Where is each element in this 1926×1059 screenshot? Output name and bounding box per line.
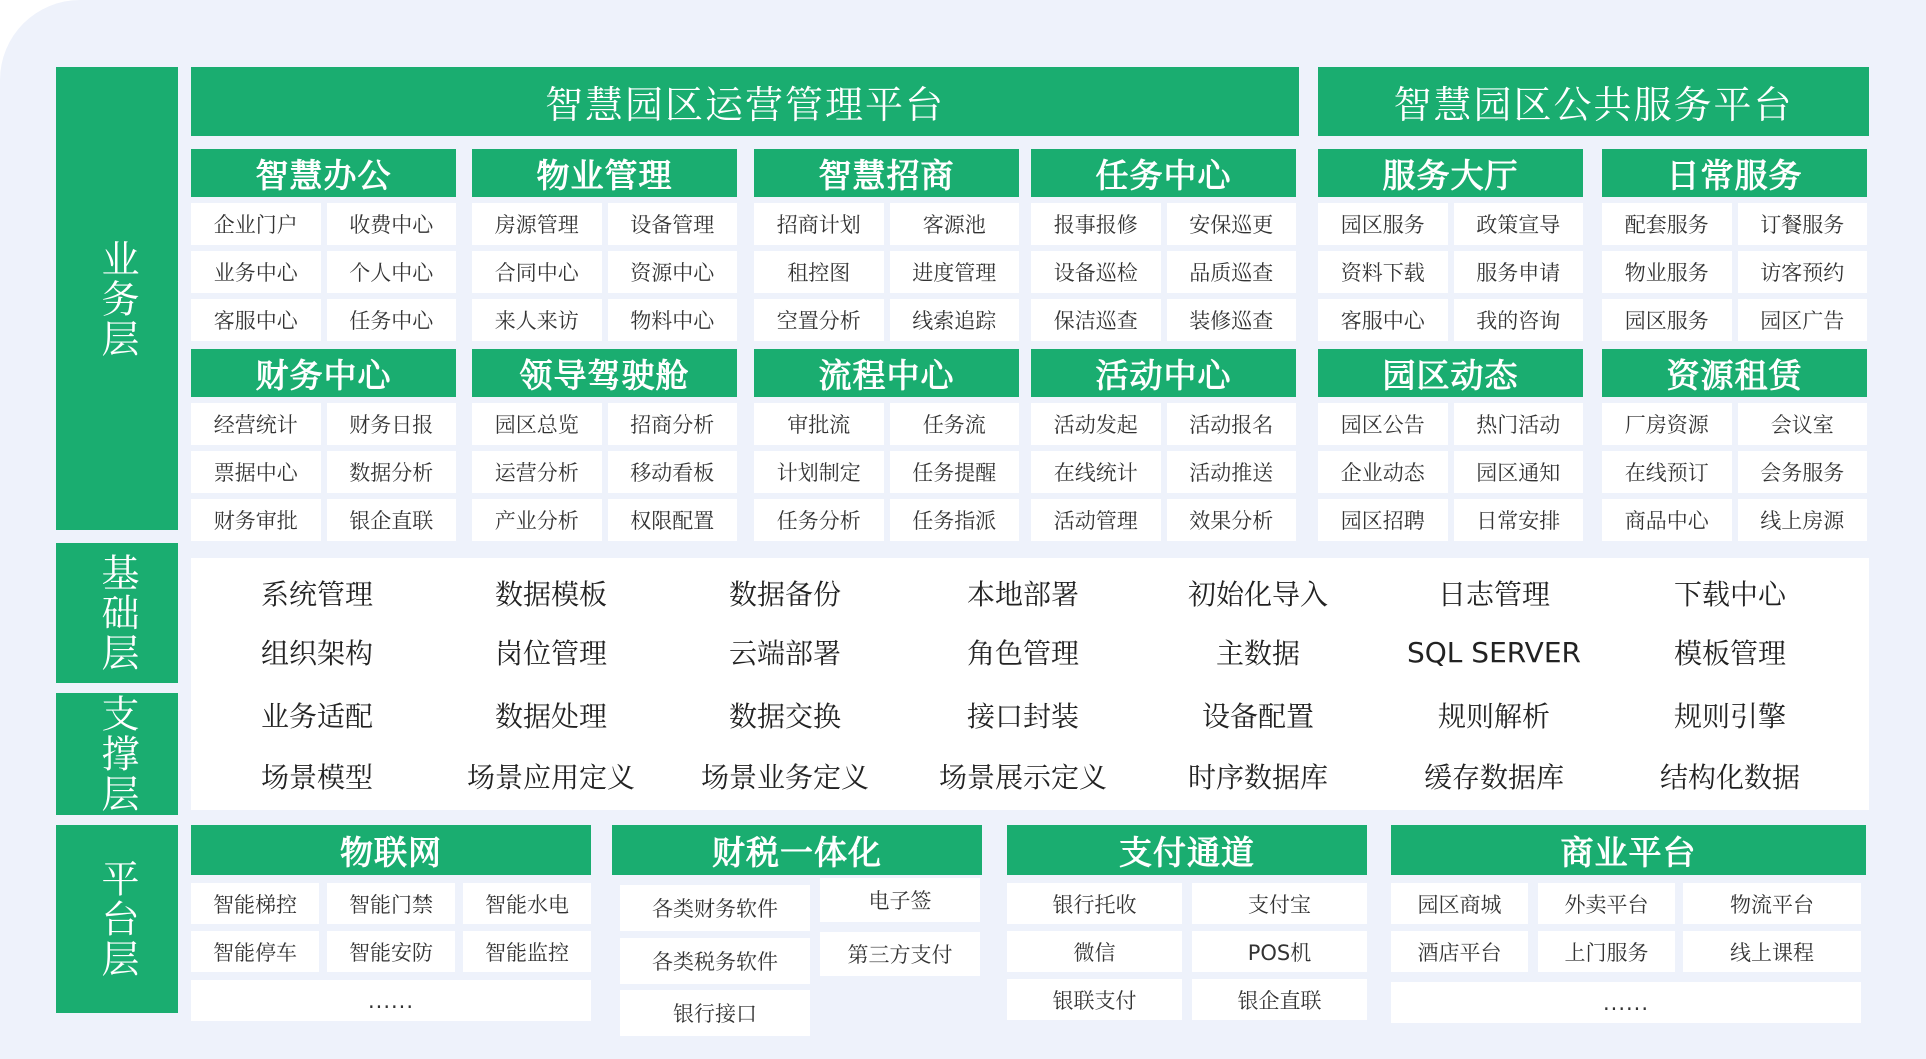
module-item[interactable]: 经营统计 xyxy=(191,403,321,445)
module-item[interactable]: 我的咨询 xyxy=(1454,299,1584,341)
foundation-item[interactable]: 时序数据库 xyxy=(1187,761,1328,794)
module-item[interactable]: 进度管理 xyxy=(890,251,1020,293)
banner-operations-platform: 智慧园区运营管理平台 xyxy=(191,67,1299,136)
platform-item[interactable]: 酒店平台 xyxy=(1391,931,1528,972)
module-item[interactable]: 任务中心 xyxy=(327,299,457,341)
module-item[interactable]: 设备管理 xyxy=(608,203,738,245)
module-title: 活动中心 xyxy=(1031,349,1296,397)
module-item[interactable]: 物料中心 xyxy=(608,299,738,341)
platform-item[interactable]: 电子签 xyxy=(820,878,980,922)
module-item[interactable]: 园区公告 xyxy=(1318,403,1448,445)
module-item[interactable]: 个人中心 xyxy=(327,251,457,293)
module-item[interactable]: 计划制定 xyxy=(754,451,884,493)
module-item[interactable]: 客源池 xyxy=(890,203,1020,245)
more-ellipsis: ...... xyxy=(1391,982,1861,1023)
module-item[interactable]: 订餐服务 xyxy=(1738,203,1868,245)
module-item[interactable]: 报事报修 xyxy=(1031,203,1161,245)
platform-item[interactable]: 各类财务软件 xyxy=(620,885,810,931)
foundation-item[interactable]: 场景应用定义 xyxy=(466,761,635,794)
module-item[interactable]: 在线统计 xyxy=(1031,451,1161,493)
module-item[interactable]: 移动看板 xyxy=(608,451,738,493)
platform-item[interactable]: 智能监控 xyxy=(463,931,591,972)
foundation-item[interactable]: 数据交换 xyxy=(728,700,841,733)
platform-title-iot: 物联网 xyxy=(191,825,591,875)
platform-item[interactable]: 线上课程 xyxy=(1683,931,1861,972)
module-item[interactable]: 资源中心 xyxy=(608,251,738,293)
module-item[interactable]: 财务审批 xyxy=(191,499,321,541)
platform-item[interactable]: 银联支付 xyxy=(1007,979,1182,1020)
module-item[interactable]: 任务提醒 xyxy=(890,451,1020,493)
module-item[interactable]: 活动报名 xyxy=(1167,403,1297,445)
module-item[interactable]: 园区服务 xyxy=(1602,299,1732,341)
module-item[interactable]: 审批流 xyxy=(754,403,884,445)
module-item[interactable]: 物业服务 xyxy=(1602,251,1732,293)
layer-label-platform: 平台层 xyxy=(56,825,178,1013)
platform-item[interactable]: 园区商城 xyxy=(1391,883,1528,924)
module-item[interactable]: 来人来访 xyxy=(472,299,602,341)
foundation-item[interactable]: 下载中心 xyxy=(1673,578,1786,611)
module-item[interactable]: 产业分析 xyxy=(472,499,602,541)
platform-title-pay: 支付通道 xyxy=(1007,825,1367,875)
module-item[interactable]: 装修巡查 xyxy=(1167,299,1297,341)
module-item[interactable]: 企业门户 xyxy=(191,203,321,245)
module-item[interactable]: 租控图 xyxy=(754,251,884,293)
module-item[interactable]: 线上房源 xyxy=(1738,499,1868,541)
module-item[interactable]: 空置分析 xyxy=(754,299,884,341)
module-item[interactable]: 收费中心 xyxy=(327,203,457,245)
foundation-item[interactable]: 模板管理 xyxy=(1673,637,1786,670)
foundation-item[interactable]: 数据备份 xyxy=(728,578,841,611)
module-title: 领导驾驶舱 xyxy=(472,349,737,397)
module-item[interactable]: 招商计划 xyxy=(754,203,884,245)
module-item[interactable]: 效果分析 xyxy=(1167,499,1297,541)
module-item[interactable]: 活动推送 xyxy=(1167,451,1297,493)
foundation-item[interactable]: 角色管理 xyxy=(966,637,1079,670)
foundation-item[interactable]: SQL SERVER xyxy=(1406,635,1581,669)
module-item[interactable]: 政策宣导 xyxy=(1454,203,1584,245)
module-item[interactable]: 会务服务 xyxy=(1738,451,1868,493)
module-item[interactable]: 任务流 xyxy=(890,403,1020,445)
foundation-item[interactable]: 数据模板 xyxy=(494,578,607,611)
module-item[interactable]: 数据分析 xyxy=(327,451,457,493)
module-item[interactable]: 线索追踪 xyxy=(890,299,1020,341)
platform-item[interactable]: 银行接口 xyxy=(620,990,810,1036)
module-item[interactable]: 商品中心 xyxy=(1602,499,1732,541)
module-title: 智慧办公 xyxy=(191,149,456,197)
module-item[interactable]: 活动发起 xyxy=(1031,403,1161,445)
platform-item[interactable]: 智能门禁 xyxy=(327,883,455,924)
more-ellipsis: ...... xyxy=(191,980,591,1021)
module-item[interactable]: 权限配置 xyxy=(608,499,738,541)
layer-label-support: 支撑层 xyxy=(56,693,178,815)
foundation-item[interactable]: 云端部署 xyxy=(728,637,841,670)
module-item[interactable]: 招商分析 xyxy=(608,403,738,445)
foundation-item[interactable]: 结构化数据 xyxy=(1659,761,1800,794)
platform-item[interactable]: 银企直联 xyxy=(1192,979,1367,1020)
module-item[interactable]: 日常安排 xyxy=(1454,499,1584,541)
foundation-item[interactable]: 缓存数据库 xyxy=(1423,761,1564,794)
foundation-item[interactable]: 接口封装 xyxy=(966,700,1079,733)
module-item[interactable]: 品质巡查 xyxy=(1167,251,1297,293)
module-item[interactable]: 房源管理 xyxy=(472,203,602,245)
platform-item[interactable]: 智能梯控 xyxy=(191,883,319,924)
module-item[interactable]: 配套服务 xyxy=(1602,203,1732,245)
foundation-item[interactable]: 主数据 xyxy=(1215,637,1300,670)
module-item[interactable]: 活动管理 xyxy=(1031,499,1161,541)
foundation-item[interactable]: 组织架构 xyxy=(260,637,373,670)
foundation-item[interactable]: 数据处理 xyxy=(494,700,607,733)
foundation-item[interactable]: 初始化导入 xyxy=(1187,578,1328,611)
module-item[interactable]: 任务分析 xyxy=(754,499,884,541)
foundation-item[interactable]: 本地部署 xyxy=(966,578,1079,611)
module-title: 服务大厅 xyxy=(1318,149,1583,197)
module-item[interactable]: 客服中心 xyxy=(191,299,321,341)
platform-item[interactable]: POS机 xyxy=(1192,931,1367,972)
platform-item[interactable]: 各类税务软件 xyxy=(620,938,810,984)
foundation-item[interactable]: 设备配置 xyxy=(1201,700,1314,733)
platform-item[interactable]: 银行托收 xyxy=(1007,883,1182,924)
module-item[interactable]: 园区服务 xyxy=(1318,203,1448,245)
platform-item[interactable]: 智能安防 xyxy=(327,931,455,972)
module-item[interactable]: 运营分析 xyxy=(472,451,602,493)
module-item[interactable]: 会议室 xyxy=(1738,403,1868,445)
module-item[interactable]: 合同中心 xyxy=(472,251,602,293)
platform-item[interactable]: 物流平台 xyxy=(1683,883,1861,924)
platform-item[interactable]: 智能停车 xyxy=(191,931,319,972)
foundation-item[interactable]: 系统管理 xyxy=(260,578,373,611)
foundation-item[interactable]: 规则解析 xyxy=(1437,700,1550,733)
module-item[interactable]: 银企直联 xyxy=(327,499,457,541)
foundation-item[interactable]: 业务适配 xyxy=(260,700,373,733)
module-title: 任务中心 xyxy=(1031,149,1296,197)
foundation-item[interactable]: 场景业务定义 xyxy=(700,761,869,794)
module-item[interactable]: 园区招聘 xyxy=(1318,499,1448,541)
module-item[interactable]: 保洁巡查 xyxy=(1031,299,1161,341)
module-item[interactable]: 任务指派 xyxy=(890,499,1020,541)
module-item[interactable]: 厂房资源 xyxy=(1602,403,1732,445)
platform-item[interactable]: 微信 xyxy=(1007,931,1182,972)
module-title: 财务中心 xyxy=(191,349,456,397)
module-item[interactable]: 园区总览 xyxy=(472,403,602,445)
module-title: 智慧招商 xyxy=(754,149,1019,197)
module-item[interactable]: 资料下载 xyxy=(1318,251,1448,293)
layer-label-foundation: 基础层 xyxy=(56,543,178,683)
module-title: 流程中心 xyxy=(754,349,1019,397)
platform-item[interactable]: 智能水电 xyxy=(463,883,591,924)
module-title: 园区动态 xyxy=(1318,349,1583,397)
platform-item[interactable]: 上门服务 xyxy=(1538,931,1675,972)
foundation-item[interactable]: 场景展示定义 xyxy=(938,761,1107,794)
platform-item[interactable]: 第三方支付 xyxy=(820,932,980,976)
module-item[interactable]: 在线预订 xyxy=(1602,451,1732,493)
platform-item[interactable]: 支付宝 xyxy=(1192,883,1367,924)
module-item[interactable]: 园区广告 xyxy=(1738,299,1868,341)
foundation-item[interactable]: 日志管理 xyxy=(1437,578,1550,611)
module-item[interactable]: 设备巡检 xyxy=(1031,251,1161,293)
module-item[interactable]: 票据中心 xyxy=(191,451,321,493)
module-item[interactable]: 安保巡更 xyxy=(1167,203,1297,245)
module-item[interactable]: 访客预约 xyxy=(1738,251,1868,293)
module-item[interactable]: 热门活动 xyxy=(1454,403,1584,445)
module-item[interactable]: 业务中心 xyxy=(191,251,321,293)
foundation-item[interactable]: 岗位管理 xyxy=(494,637,607,670)
module-title: 日常服务 xyxy=(1602,149,1867,197)
platform-title-tax: 财税一体化 xyxy=(612,825,982,875)
module-item[interactable]: 客服中心 xyxy=(1318,299,1448,341)
module-item[interactable]: 企业动态 xyxy=(1318,451,1448,493)
module-title: 资源租赁 xyxy=(1602,349,1867,397)
foundation-item[interactable]: 场景模型 xyxy=(260,761,373,794)
platform-item[interactable]: 外卖平台 xyxy=(1538,883,1675,924)
module-item[interactable]: 服务申请 xyxy=(1454,251,1584,293)
banner-public-service-platform: 智慧园区公共服务平台 xyxy=(1318,67,1869,136)
platform-title-biz: 商业平台 xyxy=(1391,825,1866,875)
layer-label-business: 业务层 xyxy=(56,67,178,530)
foundation-item[interactable]: 规则引擎 xyxy=(1673,700,1786,733)
module-item[interactable]: 财务日报 xyxy=(327,403,457,445)
module-title: 物业管理 xyxy=(472,149,737,197)
module-item[interactable]: 园区通知 xyxy=(1454,451,1584,493)
